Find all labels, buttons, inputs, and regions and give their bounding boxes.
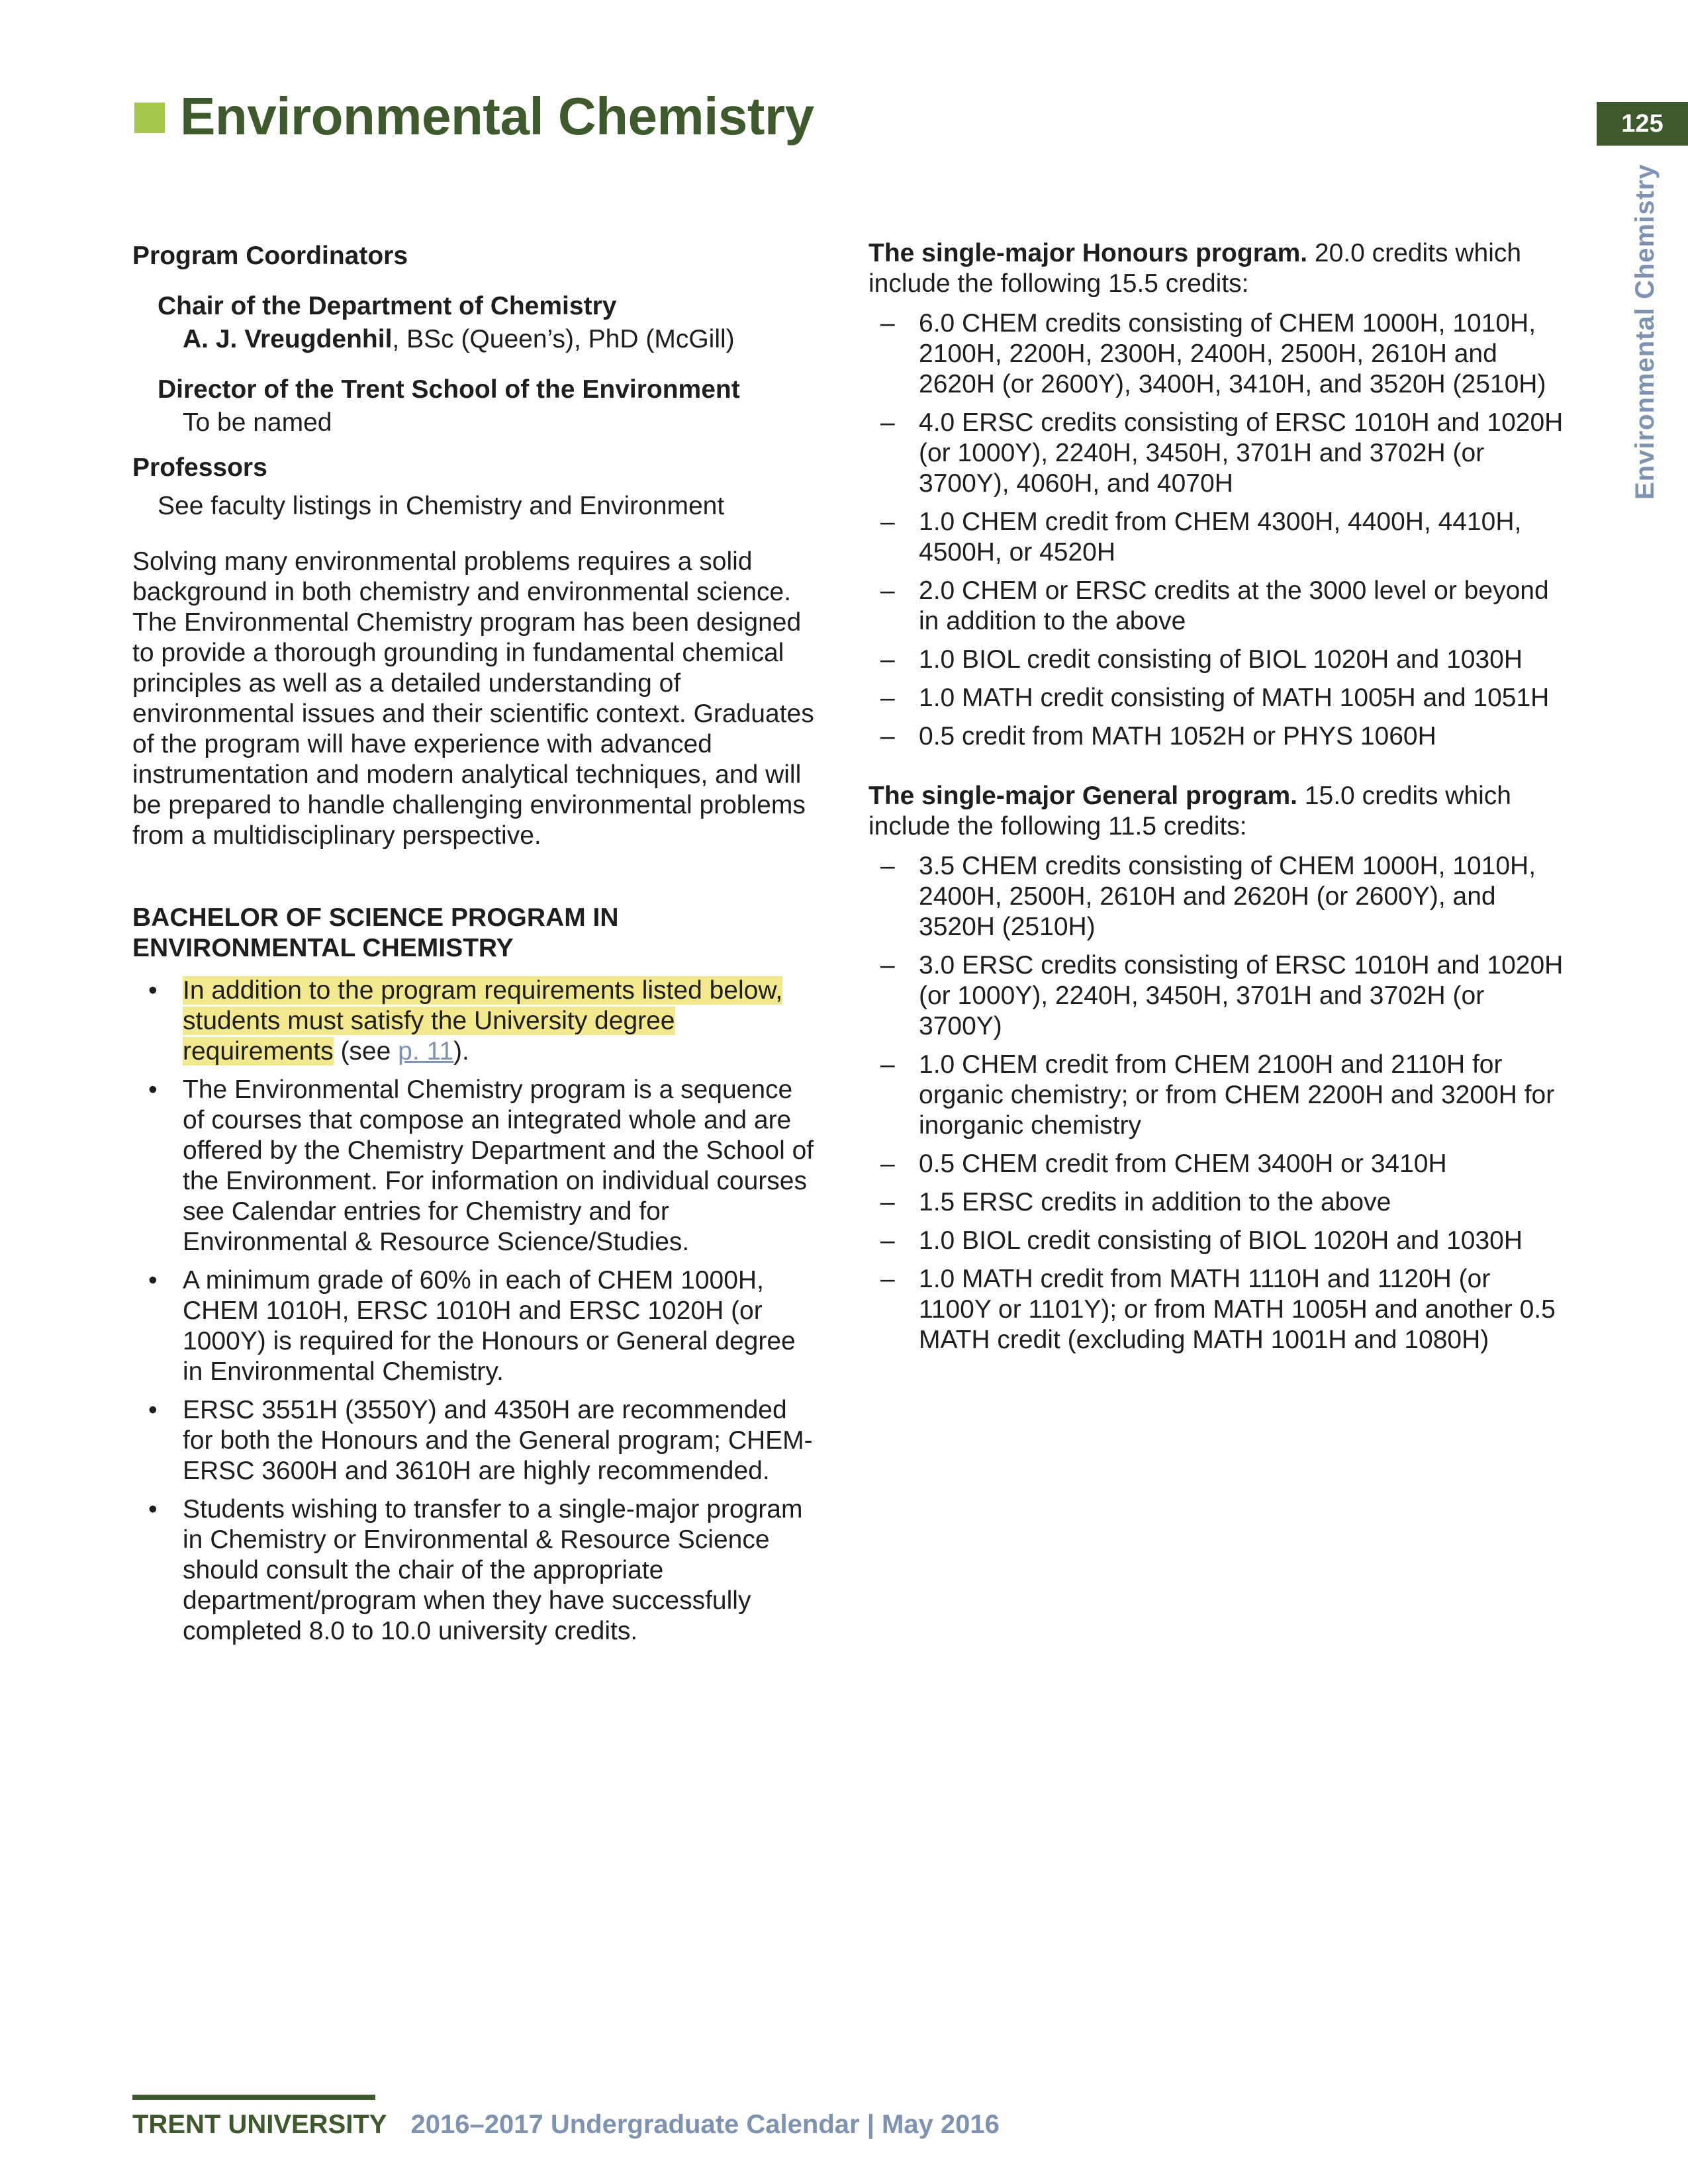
chair-name: A. J. Vreugdenhil (183, 325, 393, 353)
list-item: – 1.5 ERSC credits in addition to the above (868, 1187, 1567, 1218)
list-item: – 1.0 CHEM credit from CHEM 2100H and 2110H for organic chemistry; or from CHEM 2200H and 3200H for inorganic chemistry (868, 1050, 1567, 1141)
general-title: The single-major General program. (868, 782, 1297, 810)
list-item: – 1.0 BIOL credit consisting of BIOL 1020H and 1030H (868, 645, 1567, 675)
list-item: • The Environmental Chemistry program is a sequence of courses that compose an integrated whole and are offered by the Chemistry Department and the School of the Environment. For information on individual courses see Calendar entries for Chemistry and for Environmental & Resource Science/Studies. (132, 1075, 821, 1257)
general-heading (868, 781, 1567, 842)
bsc-heading-line-2: ENVIRONMENTAL CHEMISTRY (132, 934, 514, 962)
honours-title: The single-major Honours program. (868, 239, 1308, 267)
general-list (868, 851, 1567, 1355)
list-item (132, 976, 821, 1067)
general-desc: 15.0 credits which include the following 11.5 credits: (868, 782, 1511, 841)
list-item: – 4.0 ERSC credits consisting of ERSC 1010H and 1020H (or 1000Y), 2240H, 3450H, 3701H and 3702H (or 3700Y), 4060H, and 4070H (868, 408, 1567, 499)
list-item: – 3.0 ERSC credits consisting of ERSC 1010H and 1020H (or 1000Y), 2240H, 3450H, 3701H and 3702H (or 3700Y) (868, 950, 1567, 1042)
bsc-bullet-list (132, 976, 821, 1647)
honours-list (868, 308, 1567, 752)
professors-text: See faculty listings in Chemistry and Environment (158, 492, 725, 520)
side-section-label: Environmental Chemistry (1630, 163, 1660, 500)
list-item: – 1.0 MATH credit consisting of MATH 1005H and 1051H (868, 683, 1567, 713)
footer (132, 2110, 1000, 2140)
chair-person (183, 324, 821, 355)
honours-desc: 20.0 credits which include the following 15.5 credits: (868, 239, 1522, 298)
chair-title: Chair of the Department of Chemistry (158, 292, 617, 320)
coordinators-heading: Program Coordinators (132, 242, 408, 270)
title-square-marker (134, 103, 165, 133)
bsc-heading-line-1: BACHELOR OF SCIENCE PROGRAM IN (132, 903, 619, 932)
footer-university: TRENT UNIVERSITY (132, 2110, 387, 2139)
list-item: – 3.5 CHEM credits consisting of CHEM 1000H, 1010H, 2400H, 2500H, 2610H and 2620H (or 2600Y), and 3520H (2510H) (868, 851, 1567, 942)
list-item: – 1.0 BIOL credit consisting of BIOL 1020H and 1030H (868, 1226, 1567, 1256)
page-number-tab (1597, 102, 1688, 146)
highlighted-text: In addition to the program requirements listed below, students must satisfy the University degree requirements (183, 976, 783, 1066)
director-name: To be named (183, 408, 332, 437)
honours-heading (868, 238, 1567, 299)
left-column (132, 238, 821, 1655)
footer-rule (132, 2095, 375, 2100)
list-item: – 1.0 CHEM credit from CHEM 4300H, 4400H, 4410H, 4500H, or 4520H (868, 507, 1567, 568)
list-item: – 2.0 CHEM or ERSC credits at the 3000 level or beyond in addition to the above (868, 576, 1567, 637)
intro-paragraph: Solving many environmental problems requires a solid background in both chemistry and environmental science. The Environmental Chemistry program has been designed to provide a thorough grounding in fundamental chemical principles as well as a detailed understanding of environmental issues and their scientific context. Graduates of the program will have experience with advanced instrumentation and modern analytical techniques, and will be prepared to handle challenging environmental problems from a multidisciplinary perspective. (132, 547, 814, 850)
director-title: Director of the Trent School of the Environment (158, 375, 740, 404)
list-item: – 6.0 CHEM credits consisting of CHEM 1000H, 1010H, 2100H, 2200H, 2300H, 2400H, 2500H, 2610H and 2620H (or 2600Y), 3400H, 3410H, and 3520H (2510H) (868, 308, 1567, 400)
text-fragment: ). (453, 1037, 469, 1066)
page-11-link[interactable]: p. 11 (398, 1037, 454, 1066)
page-number: 125 (1621, 109, 1664, 138)
list-item: • A minimum grade of 60% in each of CHEM 1000H, CHEM 1010H, ERSC 1010H and ERSC 1020H (or 1000Y) is required for the Honours or General degree in Environmental Chemistry. (132, 1265, 821, 1387)
list-item: – 0.5 credit from MATH 1052H or PHYS 1060H (868, 721, 1567, 752)
list-item: • Students wishing to transfer to a single-major program in Chemistry or Environmental & Resource Science should consult the chair of the appropriate department/program when they have successfully completed 8.0 to 10.0 university credits. (132, 1494, 821, 1647)
chair-credentials: , BSc (Queen’s), PhD (McGill) (392, 325, 735, 353)
list-item: – 1.0 MATH credit from MATH 1110H and 1120H (or 1100Y or 1101Y); or from MATH 1005H and another 0.5 MATH credit (excluding MATH 1001H and 1080H) (868, 1264, 1567, 1355)
list-item: • ERSC 3551H (3550Y) and 4350H are recommended for both the Honours and the General program; CHEM-ERSC 3600H and 3610H are highly recommended. (132, 1395, 821, 1486)
right-column (868, 238, 1567, 1363)
list-item: – 0.5 CHEM credit from CHEM 3400H or 3410H (868, 1149, 1567, 1179)
professors-heading: Professors (132, 453, 267, 482)
bsc-heading (132, 903, 821, 964)
text-fragment: (see (333, 1037, 399, 1066)
page-title: Environmental Chemistry (180, 87, 814, 146)
footer-calendar: 2016–2017 Undergraduate Calendar | May 2016 (410, 2110, 1000, 2139)
